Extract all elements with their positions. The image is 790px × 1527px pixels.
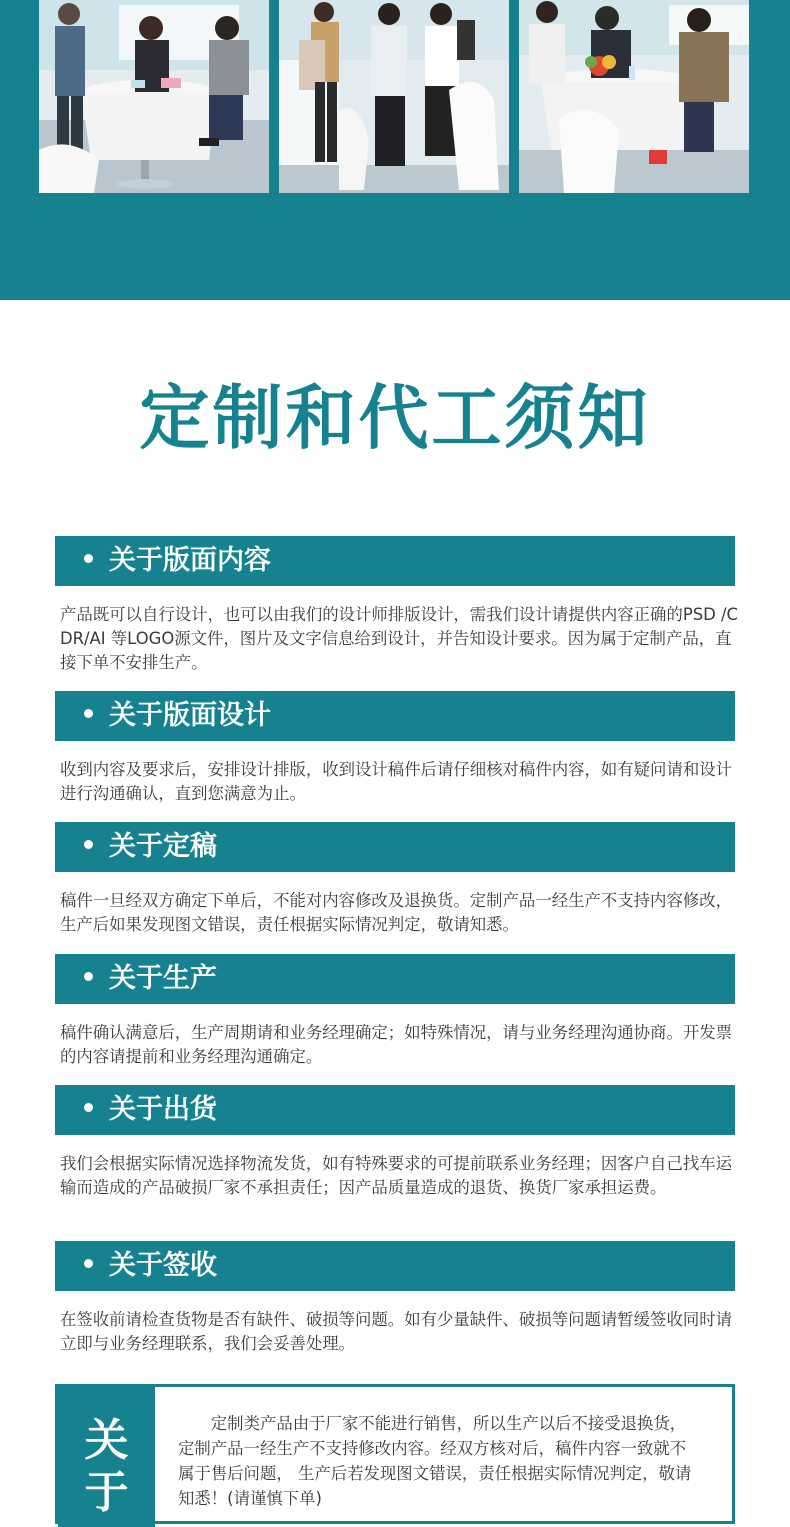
- bullet-icon: [84, 840, 93, 849]
- bullet-icon: [84, 554, 93, 563]
- section-header-layout-design: [55, 691, 735, 741]
- bullet-icon: [84, 709, 93, 718]
- section-heading: 关于定稿: [109, 831, 217, 862]
- section-header-receipt: [55, 1241, 735, 1291]
- notice-side-char: 于: [84, 1467, 129, 1518]
- notice-side-char: 关: [84, 1415, 129, 1466]
- section-heading: 关于生产: [109, 963, 217, 994]
- section-body-production: 稿件确认满意后，生产周期请和业务经理确定；如特殊情况，请与业务经理沟通协商。开发票的内容请提前和业务经理沟通确定。: [60, 1023, 733, 1066]
- notice-side-label: [58, 1387, 155, 1527]
- section-header-production: [55, 954, 735, 1004]
- section-body-shipping: 我们会根据实际情况选择物流发货，如有特殊要求的可提前联系业务经理；因客户自己找车运输而造成的产品破损厂家不承担责任；因产品质量造成的退货、换货厂家承担运费。: [60, 1154, 733, 1197]
- notice-text: 定制类产品由于厂家不能进行销售，所以生产以后不接受退换货，定制产品一经生产不支持修改内容。经双方核对后，稿件内容一致就不属于售后问题， 生产后若发现图文错误，责任根据实际情况判定，敬请知悉！(请谨慎下单): [178, 1414, 692, 1508]
- section-header-layout-content: [55, 536, 735, 586]
- bullet-icon: [84, 1259, 93, 1268]
- section-heading: 关于出货: [109, 1094, 217, 1125]
- page-title: 定制和代工须知: [139, 377, 651, 459]
- section-body-layout-content: 产品既可以自行设计，也可以由我们的设计师排版设计，需我们设计请提供内容正确的PSD /CDR/AI 等LOGO源文件，图片及文字信息给到设计，并告知设计要求。因为属于定制产品，直接下单不安排生产。: [60, 605, 738, 672]
- section-heading: 关于版面设计: [109, 700, 271, 731]
- exhibition-photo-2: [279, 0, 509, 193]
- top-banner: [0, 0, 790, 300]
- after-sales-notice-box: [55, 1384, 735, 1524]
- section-body-final-draft: 稿件一旦经双方确定下单后，不能对内容修改及退换货。定制产品一经生产不支持内容修改，生产后如果发现图文错误，责任根据实际情况判定，敬请知悉。: [60, 891, 733, 934]
- section-header-final-draft: [55, 822, 735, 872]
- section-body-receipt: 在签收前请检查货物是否有缺件、破损等问题。如有少量缺件、破损等问题请暂缓签收同时请立即与业务经理联系，我们会妥善处理。: [60, 1310, 733, 1353]
- section-heading: 关于版面内容: [109, 545, 271, 576]
- section-body-layout-design: 收到内容及要求后，安排设计排版，收到设计稿件后请仔细核对稿件内容，如有疑问请和设计进行沟通确认，直到您满意为止。: [60, 760, 733, 803]
- exhibition-photo-3: [519, 0, 749, 193]
- bullet-icon: [84, 972, 93, 981]
- bullet-icon: [84, 1103, 93, 1112]
- exhibition-photo-1: [39, 0, 269, 193]
- section-header-shipping: [55, 1085, 735, 1135]
- section-heading: 关于签收: [109, 1250, 217, 1281]
